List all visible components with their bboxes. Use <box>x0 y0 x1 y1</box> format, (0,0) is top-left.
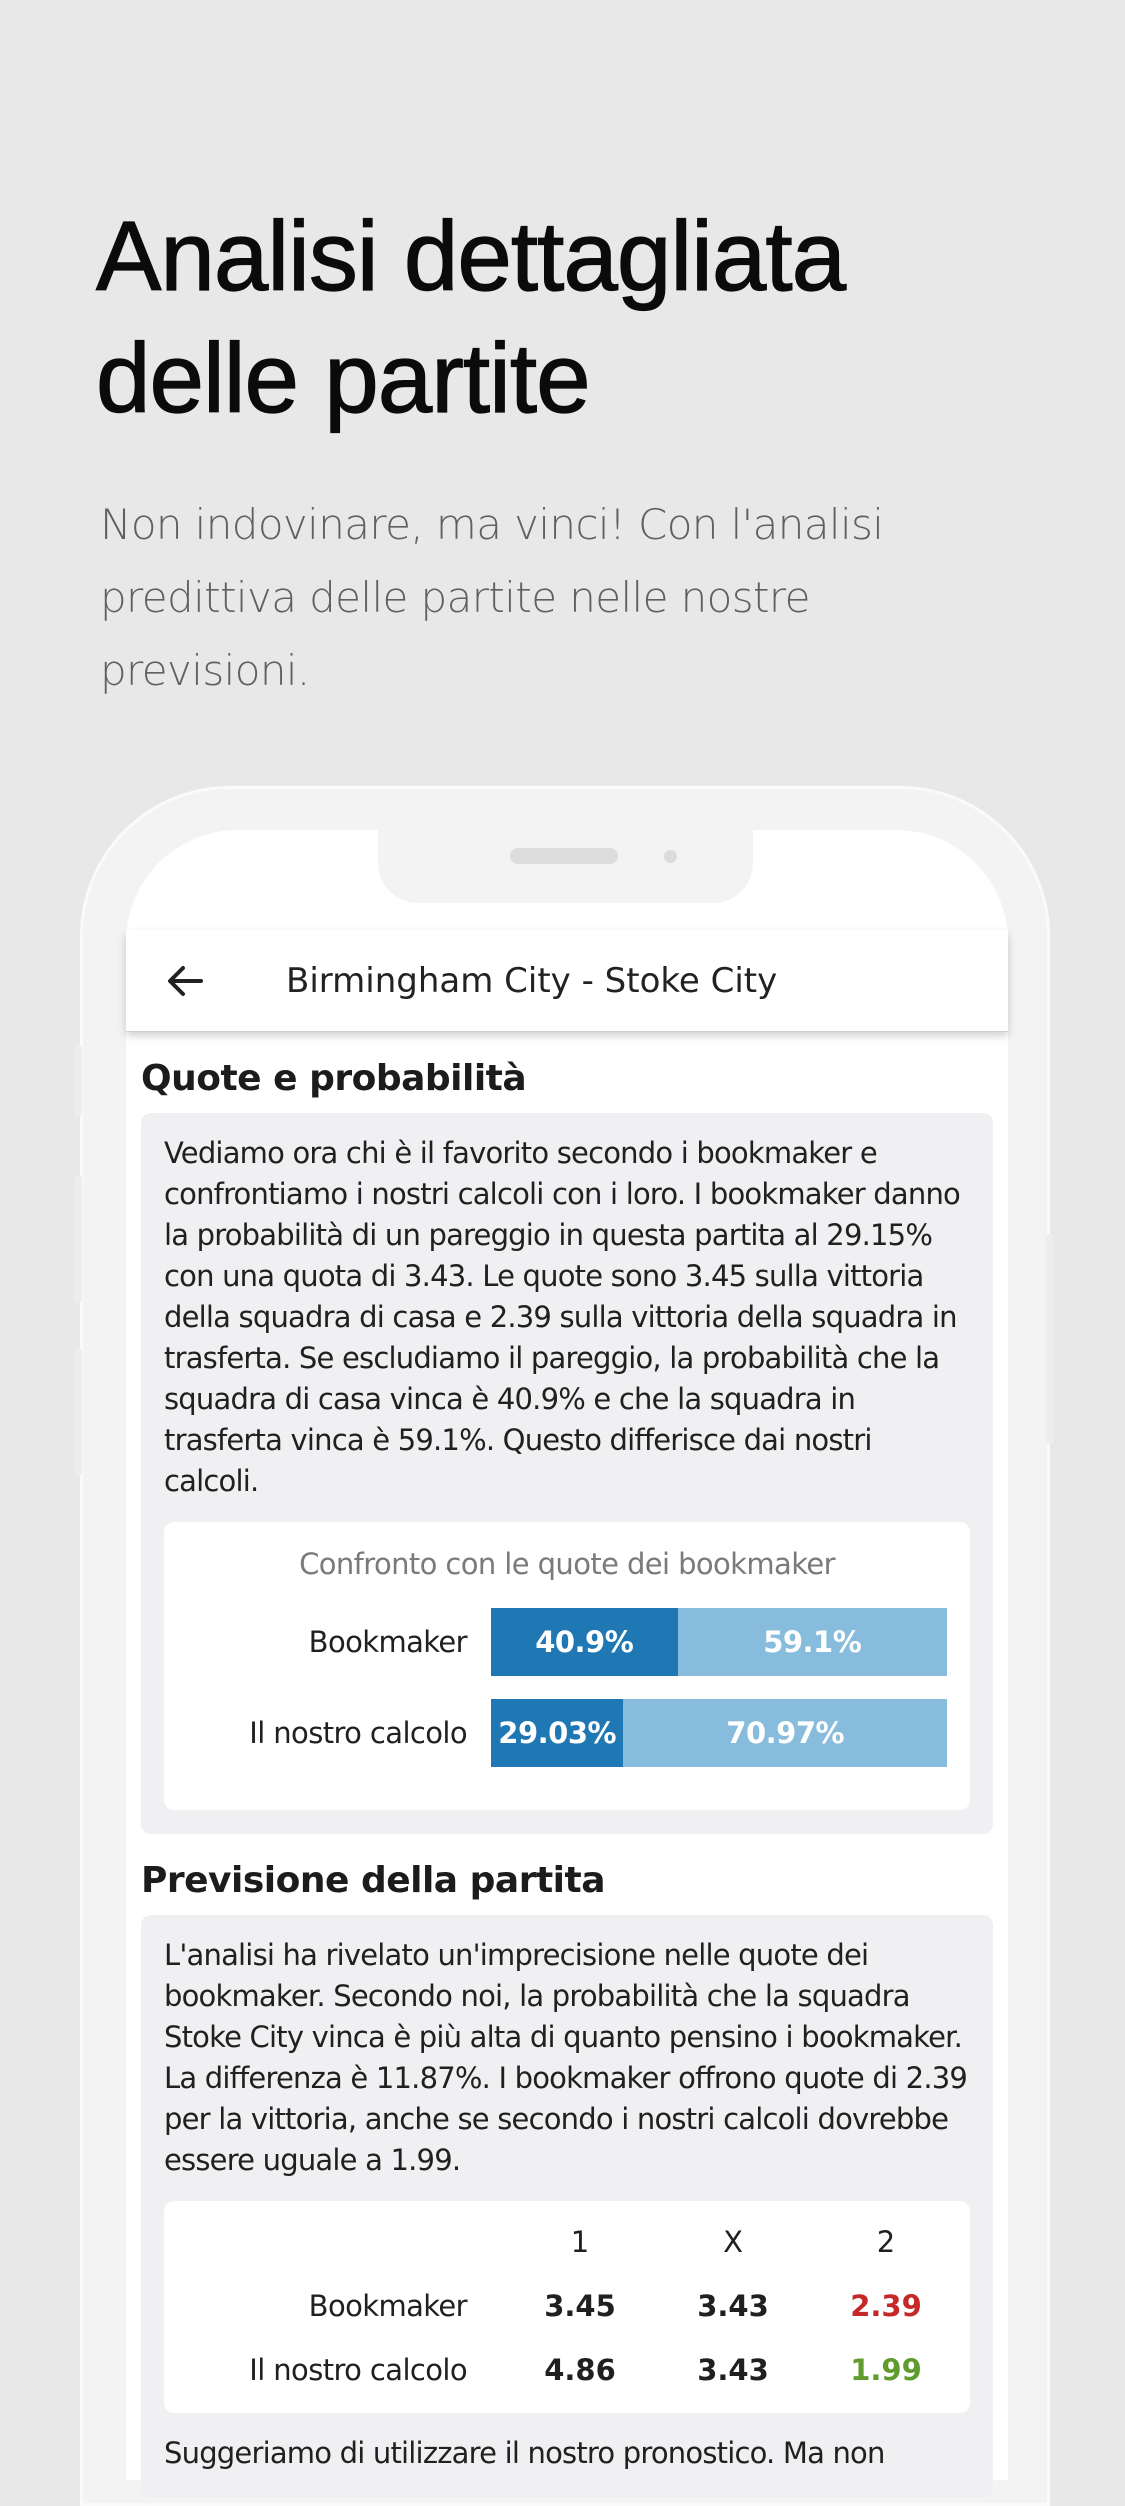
back-button[interactable] <box>162 958 208 1004</box>
odds-value: 4.86 <box>544 2353 616 2387</box>
phone-screen <box>126 830 1008 2480</box>
odds-value: 3.43 <box>697 2353 769 2387</box>
comparison-row-label: Bookmaker <box>308 1625 467 1659</box>
header-away-win: 2 <box>876 2225 896 2259</box>
odds-table-header <box>164 2217 970 2267</box>
front-camera <box>664 850 677 863</box>
home-probability-segment: 29.03% <box>491 1699 623 1767</box>
away-probability-segment: 70.97% <box>623 1699 947 1767</box>
comparison-bar <box>491 1608 947 1676</box>
arrow-left-icon <box>165 961 205 1001</box>
odds-row-label: Il nostro calcolo <box>249 2353 467 2387</box>
prediction-card <box>141 1915 993 2498</box>
speaker-grille <box>510 848 618 864</box>
comparison-row-label: Il nostro calcolo <box>249 1716 467 1750</box>
comparison-row-bookmaker <box>164 1608 970 1676</box>
odds-description: Vediamo ora chi è il favorito secondo i bookmaker e confrontiamo i nostri calcoli con i loro. I bookmaker danno la probabilità di un pareggio in questa partita al 29.15% con una quota di 3.43. Le quote sono 3.45 sulla vittoria della squadra di casa e 2.39 sulla vittoria della squadra in trasferta. Se escludiamo il pareggio, la probabilità che la squadra di casa vinca è 40.9% e che la squadra in trasferta vinca è 59.1%. Questo differisce dai nostri calcoli. <box>164 1136 960 1498</box>
odds-card <box>141 1113 993 1834</box>
phone-volume-up-button <box>74 1175 82 1303</box>
promo-headline-line1: Analisi dettagliata <box>96 201 846 311</box>
home-probability-segment: 40.9% <box>491 1608 678 1676</box>
promo-headline-line2: delle partite <box>96 323 590 433</box>
promo-headline <box>96 195 1056 439</box>
phone-side-button <box>74 1045 82 1117</box>
bookmaker-comparison-chart <box>164 1522 970 1810</box>
promo-subtitle: Non indovinare, ma vinci! Con l'analisi predittiva delle partite nelle nostre previsioni. <box>100 500 884 695</box>
comparison-row-our-calculation <box>164 1699 970 1767</box>
odds-row-our-calculation <box>164 2345 970 2395</box>
phone-notch <box>378 830 753 903</box>
phone-power-button <box>1046 1234 1054 1444</box>
app-bar <box>126 930 1008 1032</box>
odds-table <box>164 2201 970 2413</box>
comparison-caption: Confronto con le quote dei bookmaker <box>299 1547 835 1581</box>
prediction-description: L'analisi ha rivelato un'imprecisione nelle quote dei bookmaker. Secondo noi, la probabilità che la squadra Stoke City vinca è più alta di quanto pensino i bookmaker. La differenza è 11.87%. I bookmaker offrono quote di 2.39 per la vittoria, anche se secondo i nostri calcoli dovrebbe essere uguale a 1.99. <box>164 1938 968 2177</box>
odds-row-bookmaker <box>164 2281 970 2331</box>
header-home-win: 1 <box>570 2225 590 2259</box>
odds-value: 3.45 <box>544 2289 616 2323</box>
odds-value: 1.99 <box>850 2353 922 2387</box>
away-probability-segment: 59.1% <box>678 1608 947 1676</box>
header-draw: X <box>723 2225 743 2259</box>
odds-row-label: Bookmaker <box>308 2289 467 2323</box>
comparison-bar <box>491 1699 947 1767</box>
prediction-section-title: Previsione della partita <box>141 1860 605 1901</box>
page-title: Birmingham City - Stoke City <box>286 961 778 1001</box>
phone-volume-down-button <box>74 1348 82 1476</box>
odds-value: 2.39 <box>850 2289 922 2323</box>
odds-value: 3.43 <box>697 2289 769 2323</box>
prediction-followup-text: Suggeriamo di utilizzare il nostro pronostico. Ma non <box>164 2436 885 2470</box>
match-analysis-content[interactable] <box>126 1032 1008 2480</box>
odds-section-title: Quote e probabilità <box>141 1058 527 1099</box>
